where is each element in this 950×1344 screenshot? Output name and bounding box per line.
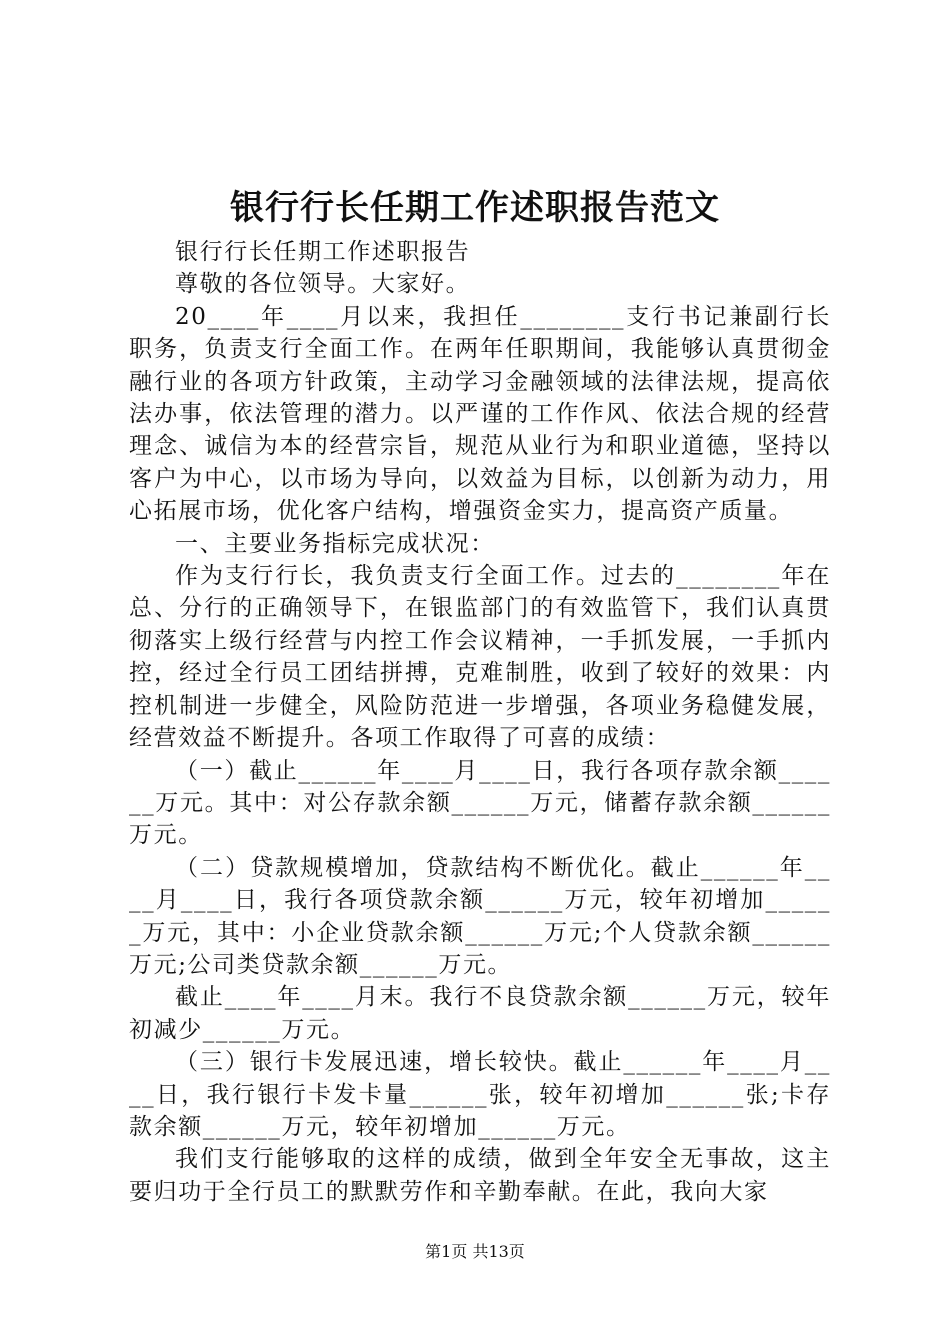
paragraph-deposits: （一）截止______年____月____日，我行各项存款余额______万元。其中：对公存款余额______万元，储蓄存款余额______万元。 [129,757,831,849]
paragraph-loans: （二）贷款规模增加，贷款结构不断优化。截止______年____月____日，我行各项贷款余额______万元，较年初增加______万元，其中：小企业贷款余额______万元;个人贷款余额______万元;公司类贷款余额______万元。 [129,854,831,978]
document-body [129,236,831,1208]
paragraph-report-heading: 银行行长任期工作述职报告 [175,239,471,265]
paragraph-bad-loans: 截止____年____月末。我行不良贷款余额______万元，较年初减少______万元。 [129,984,831,1043]
paragraph-greeting: 尊敬的各位领导。大家好。 [175,271,471,298]
paragraph-section-heading: 一、主要业务指标完成状况： [175,530,495,557]
paragraph-bank-cards: （三）银行卡发展迅速，增长较快。截止______年____月____日，我行银行卡发卡量______张，较年初增加______张;卡存款余额______万元，较年初增加______万元。 [129,1049,831,1140]
paragraph-intro: 20____年____月以来，我担任________支行书记兼副行长职务，负责支行全面工作。在两年任职期间，我能够认真贯彻金融行业的各项方针政策，主动学习金融领域的法律法规，提高依法办事，依法管理的潜力。以严谨的工作作风、依法合规的经营理念、诚信为本的经营宗旨，规范从业行为和职业道德，坚持以客户为中心，以市场为导向，以效益为目标，以创新为动力，用心拓展市场，优化客户结构，增强资金实力，提高资产质量。 [129,303,831,525]
page-title: 银行行长任期工作述职报告范文 [230,188,720,228]
paragraph-acknowledgement: 我们支行能够取的这样的成绩，做到全年安全无事故，这主要归功于全行员工的默默劳作和辛勤奉献。在此，我向大家 [129,1146,831,1205]
paragraph-overview: 作为支行行长，我负责支行全面工作。过去的________年在总、分行的正确领导下，在银监部门的有效监管下，我们认真贯彻落实上级行经营与内控工作会议精神，一手抓发展，一手抓内控，经过全行员工团结拼搏，克难制胜，收到了较好的效果：内控机制进一步健全，风险防范进一步增强，各项业务稳健发展，经营效益不断提升。各项工作取得了可喜的成绩： [129,563,831,752]
page-footer: 第1页 共13页 [425,1242,525,1261]
